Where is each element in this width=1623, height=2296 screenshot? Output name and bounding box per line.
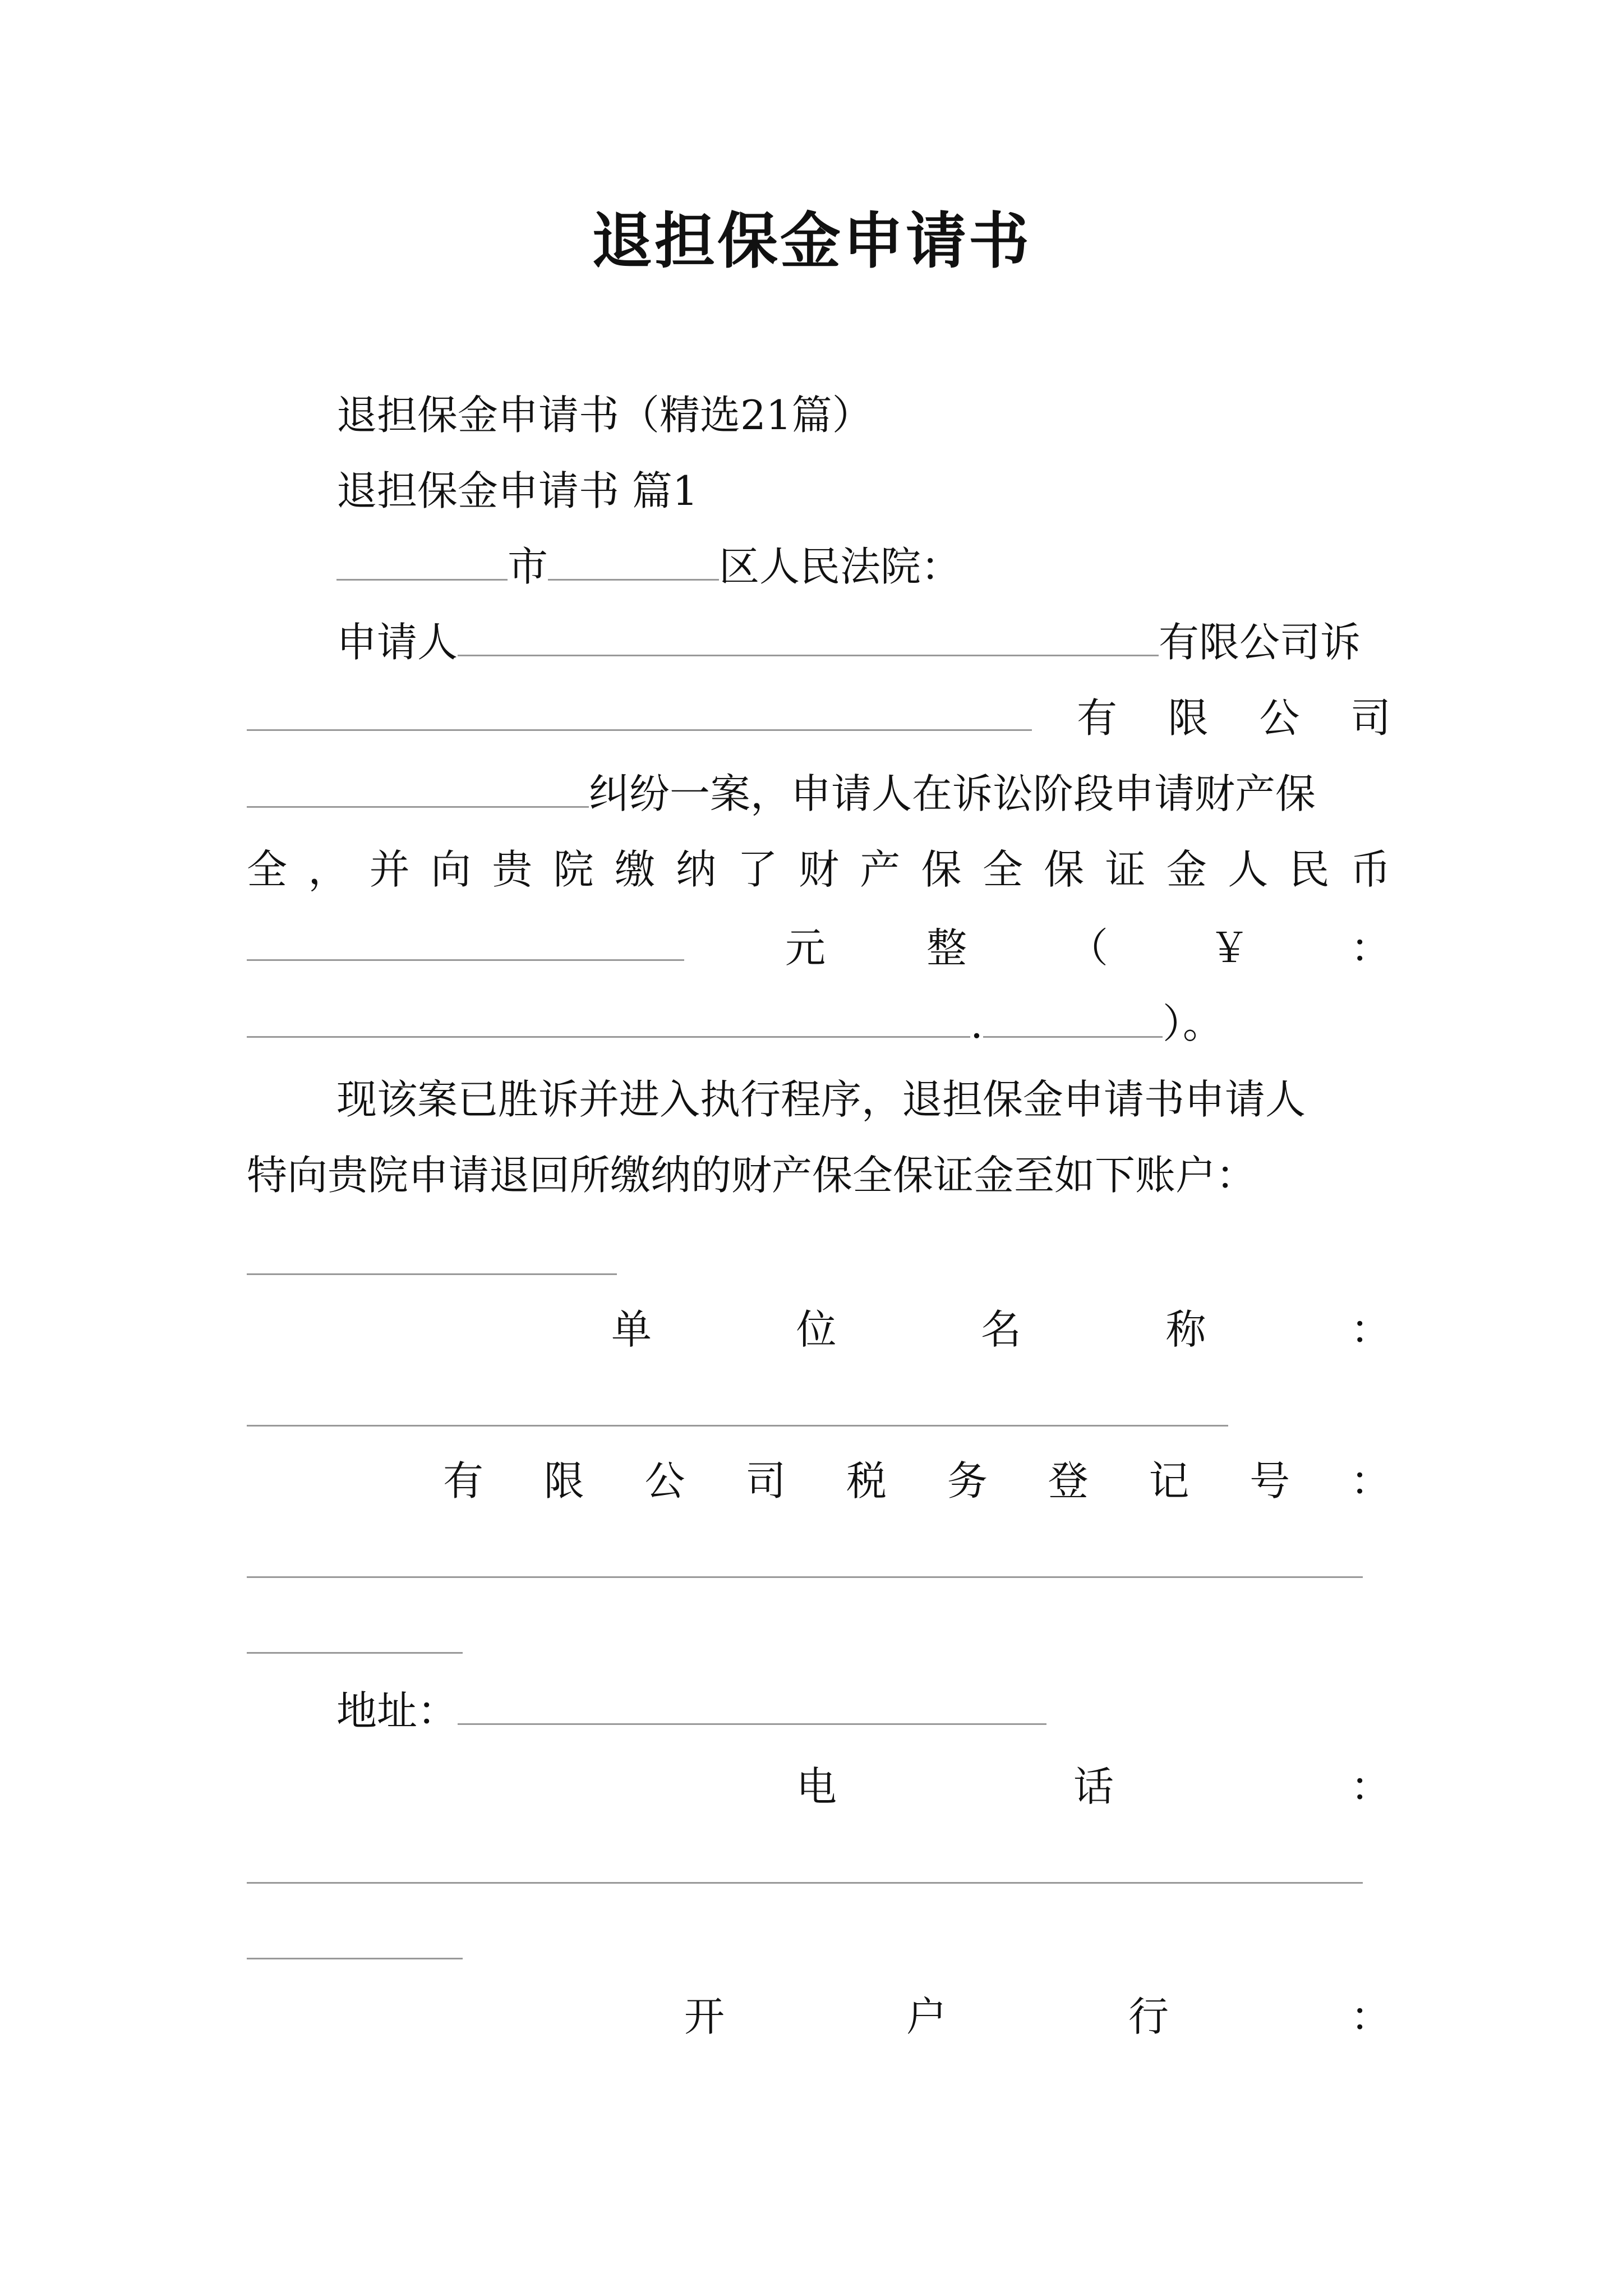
address-label: 地址： (336, 1687, 458, 1734)
tax-char: 司 (745, 1457, 786, 1504)
tax-char: 有 (443, 1457, 484, 1504)
company-line (1077, 690, 1391, 746)
deposit-char: 金 (1166, 846, 1207, 893)
phone-blank[interactable] (247, 1882, 1363, 1884)
district-court-label: 区人民法院： (719, 543, 962, 590)
applicant-label: 申请人 (336, 619, 458, 666)
document-title: 退担保金申请书 (591, 206, 1031, 277)
deposit-char: 向 (430, 846, 471, 893)
company-char: 限 (1168, 694, 1209, 742)
company-char: 司 (1350, 694, 1391, 742)
bank-line (684, 1989, 1391, 2045)
amount-char: （ (1067, 924, 1108, 972)
amount-decimal-blank[interactable] (983, 996, 1163, 1038)
court-line (336, 539, 961, 595)
phone-char: 电 (796, 1763, 837, 1810)
deposit-char: 保 (1044, 846, 1085, 893)
amount-char: 整 (926, 924, 967, 972)
amount-char: ： (1350, 924, 1391, 972)
tax-number-line (443, 1453, 1391, 1509)
deposit-char: 纳 (676, 846, 717, 893)
dispute-text: 纠纷一案，申请人在诉讼阶段申请财产保 (589, 770, 1316, 817)
company-char: 有 (1077, 694, 1118, 742)
tax-number-blank-cont[interactable] (247, 1652, 463, 1654)
unit-name-char: 位 (796, 1306, 837, 1353)
city-blank[interactable] (336, 539, 508, 581)
deposit-char: 全 (982, 846, 1023, 893)
phone-line (796, 1759, 1391, 1815)
tax-char: 登 (1048, 1457, 1089, 1504)
deposit-char: 了 (737, 846, 778, 893)
unit-name-blank[interactable] (247, 1425, 1228, 1427)
tax-char: 号 (1249, 1457, 1290, 1504)
deposit-char: 缴 (614, 846, 655, 893)
amount-integer-blank[interactable] (247, 996, 970, 1038)
dispute-line (247, 766, 1316, 822)
defendant-blank[interactable] (247, 729, 1032, 731)
applicant-suffix: 有限公司诉 (1159, 619, 1361, 666)
deposit-char: 币 (1350, 846, 1391, 893)
deposit-char: 财 (798, 846, 839, 893)
deposit-char: 并 (369, 846, 410, 893)
tax-char: 限 (543, 1457, 584, 1504)
unit-name-char: 单 (611, 1306, 652, 1353)
phone-blank-cont[interactable] (247, 1958, 463, 1959)
bank-char: ： (1350, 1993, 1391, 2040)
deposit-char: 贵 (492, 846, 533, 893)
section-heading: 退担保金申请书 篇1 (336, 467, 698, 514)
phone-char: ： (1350, 1763, 1391, 1810)
applicant-blank[interactable] (458, 614, 1159, 656)
tax-char: 税 (846, 1457, 887, 1504)
tax-char: 公 (644, 1457, 685, 1504)
address-line (336, 1683, 1046, 1739)
unit-name-line (611, 1301, 1391, 1358)
bank-char: 行 (1128, 1993, 1169, 2040)
deposit-char: 院 (553, 846, 594, 893)
company-char: 公 (1259, 694, 1300, 742)
deposit-char: 人 (1228, 846, 1269, 893)
deposit-char: ， (308, 846, 349, 893)
bank-char: 开 (684, 1993, 725, 2040)
document-subtitle: 退担保金申请书（精选21篇） (336, 392, 873, 439)
deposit-line (247, 841, 1391, 898)
tax-char: ： (1350, 1457, 1391, 1504)
deposit-char: 保 (921, 846, 962, 893)
tax-char: 务 (947, 1457, 988, 1504)
paragraph2-line1: 现该案已胜诉并进入执行程序，退担保金申请书申请人 (336, 1076, 1306, 1123)
deposit-char: 全 (247, 846, 288, 893)
applicant-line (336, 614, 1361, 670)
paragraph2-line2: 特向贵院申请退回所缴纳的财产保全保证金至如下账户： (247, 1152, 1257, 1199)
tax-number-blank[interactable] (247, 1576, 1363, 1578)
yuan-sign: ￥ (1209, 924, 1249, 972)
account-blank[interactable] (247, 1273, 617, 1275)
amount-char: 元 (785, 924, 826, 972)
amount-figures-line (247, 996, 1223, 1052)
unit-name-char: ： (1350, 1306, 1391, 1353)
tax-char: 记 (1149, 1457, 1189, 1504)
deposit-char: 民 (1289, 846, 1330, 893)
deposit-char: 产 (860, 846, 901, 893)
amount-line (785, 920, 1391, 976)
phone-char: 话 (1073, 1763, 1114, 1810)
address-blank[interactable] (458, 1683, 1046, 1725)
unit-name-char: 名 (980, 1306, 1021, 1353)
amount-close: ）。 (1162, 1000, 1223, 1047)
amount-words-blank[interactable] (247, 959, 684, 961)
district-blank[interactable] (548, 539, 719, 581)
decimal-point: . (970, 1000, 983, 1047)
city-label: 市 (508, 543, 548, 590)
unit-name-char: 称 (1165, 1306, 1206, 1353)
deposit-char: 证 (1105, 846, 1146, 893)
bank-char: 户 (906, 1993, 947, 2040)
dispute-blank[interactable] (247, 766, 589, 808)
